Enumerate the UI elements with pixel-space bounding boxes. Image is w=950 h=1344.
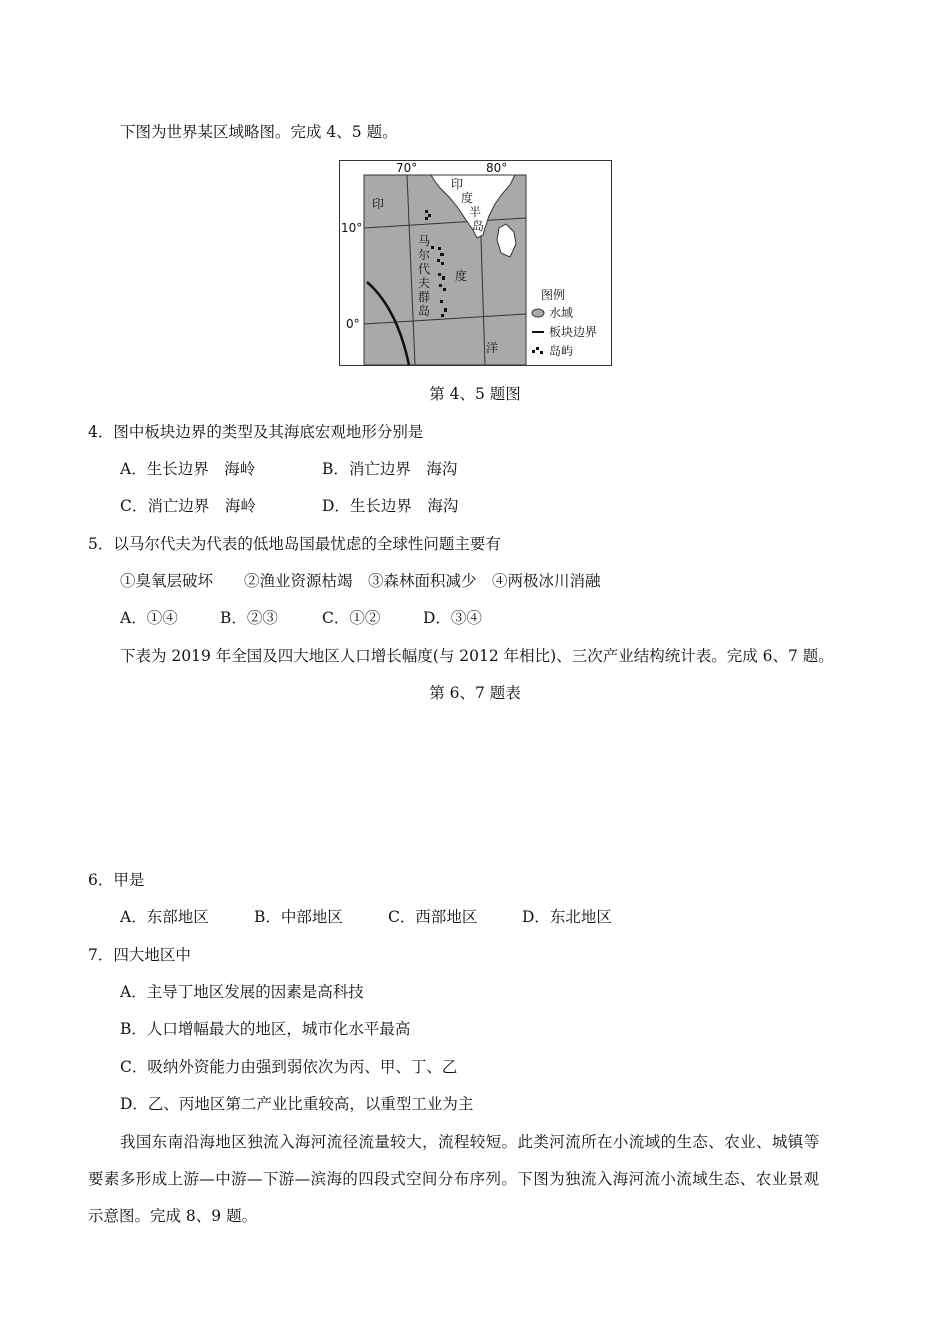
islands-char-2: 尔 <box>418 248 431 262</box>
q4-stem: 4．图中板块边界的类型及其海底宏观地形分别是 <box>88 423 424 441</box>
islands-char-3: 代 <box>418 262 431 276</box>
q4-option-c: C．消亡边界 海岭 <box>120 497 256 515</box>
q6-option-d: D．东北地区 <box>522 908 612 926</box>
q5-option-d: D．③④ <box>423 609 482 627</box>
peninsula-char-4: 岛 <box>472 219 485 233</box>
intro-q8-9-line-2: 要素多形成上游—中游—下游—滨海的四段式空间分布序列。下图为独流入海河流小流域生态、农业景观 <box>88 1170 820 1188</box>
legend-title: 图例 <box>541 288 566 302</box>
legend-water-symbol <box>532 309 544 317</box>
q7-stem: 7．四大地区中 <box>88 946 191 964</box>
intro-q4-5: 下图为世界某区域略图。完成 4、5 题。 <box>120 123 398 141</box>
q5-option-b: B．②③ <box>220 609 278 627</box>
q5-items: ①臭氧层破坏 ②渔业资源枯竭 ③森林面积减少 ④两极冰川消融 <box>120 572 601 590</box>
sea-area <box>364 175 526 365</box>
legend-water-label: 水域 <box>549 306 574 320</box>
figure-caption-q4-5: 第 4、5 题图 <box>429 385 521 403</box>
intro-q8-9-line-1: 我国东南沿海地区独流入海河流径流量较大，流程较短。此类河流所在小流域的生态、农业、城镇等 <box>120 1133 820 1151</box>
q6-option-a: A．东部地区 <box>120 908 209 926</box>
q6-stem: 6．甲是 <box>88 871 145 889</box>
q7-option-a: A．主导丁地区发展的因素是高科技 <box>120 983 364 1001</box>
q6-option-b: B．中部地区 <box>254 908 343 926</box>
q5-option-c: C．①② <box>322 609 381 627</box>
q4-option-a: A．生长边界 海岭 <box>120 460 256 478</box>
q7-option-d: D．乙、丙地区第二产业比重较高，以重型工业为主 <box>120 1095 474 1113</box>
q7-option-b: B．人口增幅最大的地区，城市化水平最高 <box>120 1020 411 1038</box>
peninsula-char-1: 印 <box>451 177 464 191</box>
region-map <box>339 160 612 366</box>
islands-char-4: 夫 <box>418 276 431 290</box>
lat-0-label: 0° <box>346 317 360 331</box>
q4-option-b: B．消亡边界 海沟 <box>322 460 458 478</box>
intro-q6-7: 下表为 2019 年全国及四大地区人口增长幅度(与 2012 年相比)、三次产业结构统计表。完成 6、7 题。 <box>120 647 834 665</box>
peninsula-char-3: 半 <box>469 205 482 219</box>
islands-char-6: 岛 <box>418 304 431 318</box>
islands-char-1: 马 <box>418 234 431 248</box>
table-caption-q6-7: 第 6、7 题表 <box>429 684 521 702</box>
q5-option-a: A．①④ <box>120 609 178 627</box>
lon-70-label: 70° <box>396 161 418 175</box>
q5-stem: 5．以马尔代夫为代表的低地岛国最忧虑的全球性问题主要有 <box>88 535 501 553</box>
intro-q8-9-line-3: 示意图。完成 8、9 题。 <box>88 1207 258 1225</box>
legend-boundary-label: 板块边界 <box>549 325 598 339</box>
q7-option-c: C．吸纳外资能力由强到弱依次为丙、甲、丁、乙 <box>120 1058 458 1076</box>
q4-option-d: D．生长边界 海沟 <box>322 497 459 515</box>
lon-80-label: 80° <box>486 161 508 175</box>
islands-char-5: 群 <box>418 290 431 304</box>
q6-option-c: C．西部地区 <box>388 908 478 926</box>
lat-10-label: 10° <box>341 221 363 235</box>
ocean-char-1: 印 <box>372 197 385 211</box>
peninsula-char-2: 度 <box>461 191 474 205</box>
ocean-char-3: 洋 <box>486 341 499 355</box>
ocean-char-2: 度 <box>455 269 468 283</box>
legend-island-label: 岛屿 <box>549 344 574 358</box>
